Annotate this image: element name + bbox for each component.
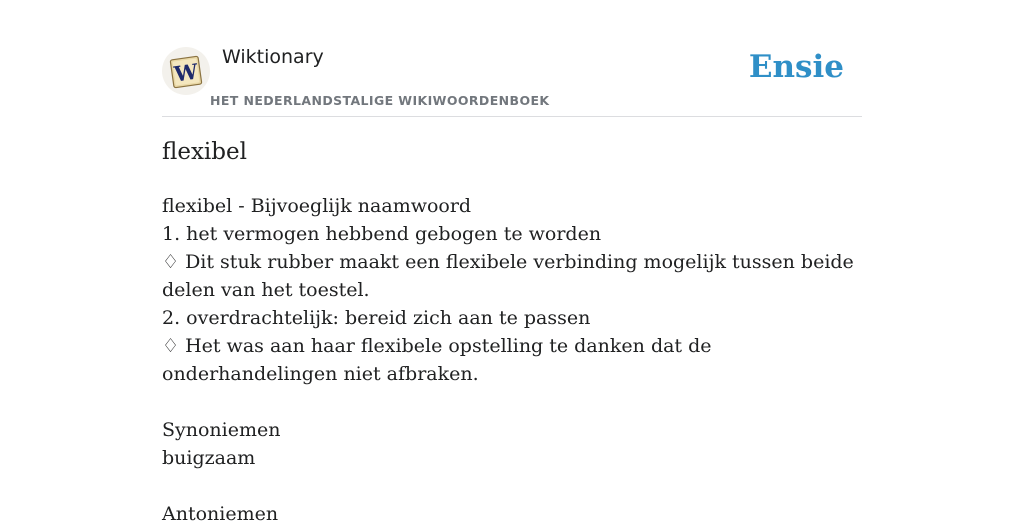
page-title: flexibel (162, 139, 247, 165)
sense-2: 2. overdrachtelijk: bereid zich aan te passen (162, 307, 591, 329)
wiktionary-logo-icon[interactable] (162, 47, 210, 95)
entry-content (162, 192, 870, 528)
synonyms-list: buigzaam (162, 447, 256, 469)
example-2: ♢ Het was aan haar flexibele opstelling te danken dat de onderhandelingen niet afbraken. (162, 335, 712, 385)
site-header (162, 44, 862, 117)
sense-1: 1. het vermogen hebbend gebogen te worden (162, 223, 602, 245)
part-of-speech-line: flexibel - Bijvoeglijk naamwoord (162, 195, 472, 217)
svg-text:W: W (172, 58, 200, 87)
example-1: ♢ Dit stuk rubber maakt een flexibele verbinding mogelijk tussen beide delen van het toestel. (162, 251, 854, 301)
site-tagline: HET NEDERLANDSTALIGE WIKIWOORDENBOEK (210, 93, 550, 108)
spacer (162, 388, 870, 416)
spacer (162, 472, 870, 500)
site-name[interactable]: Wiktionary (222, 46, 324, 68)
synonyms-heading: Synoniemen (162, 419, 281, 441)
ensie-brand-link[interactable]: Ensie (748, 49, 844, 85)
antonyms-heading: Antoniemen (162, 503, 279, 525)
